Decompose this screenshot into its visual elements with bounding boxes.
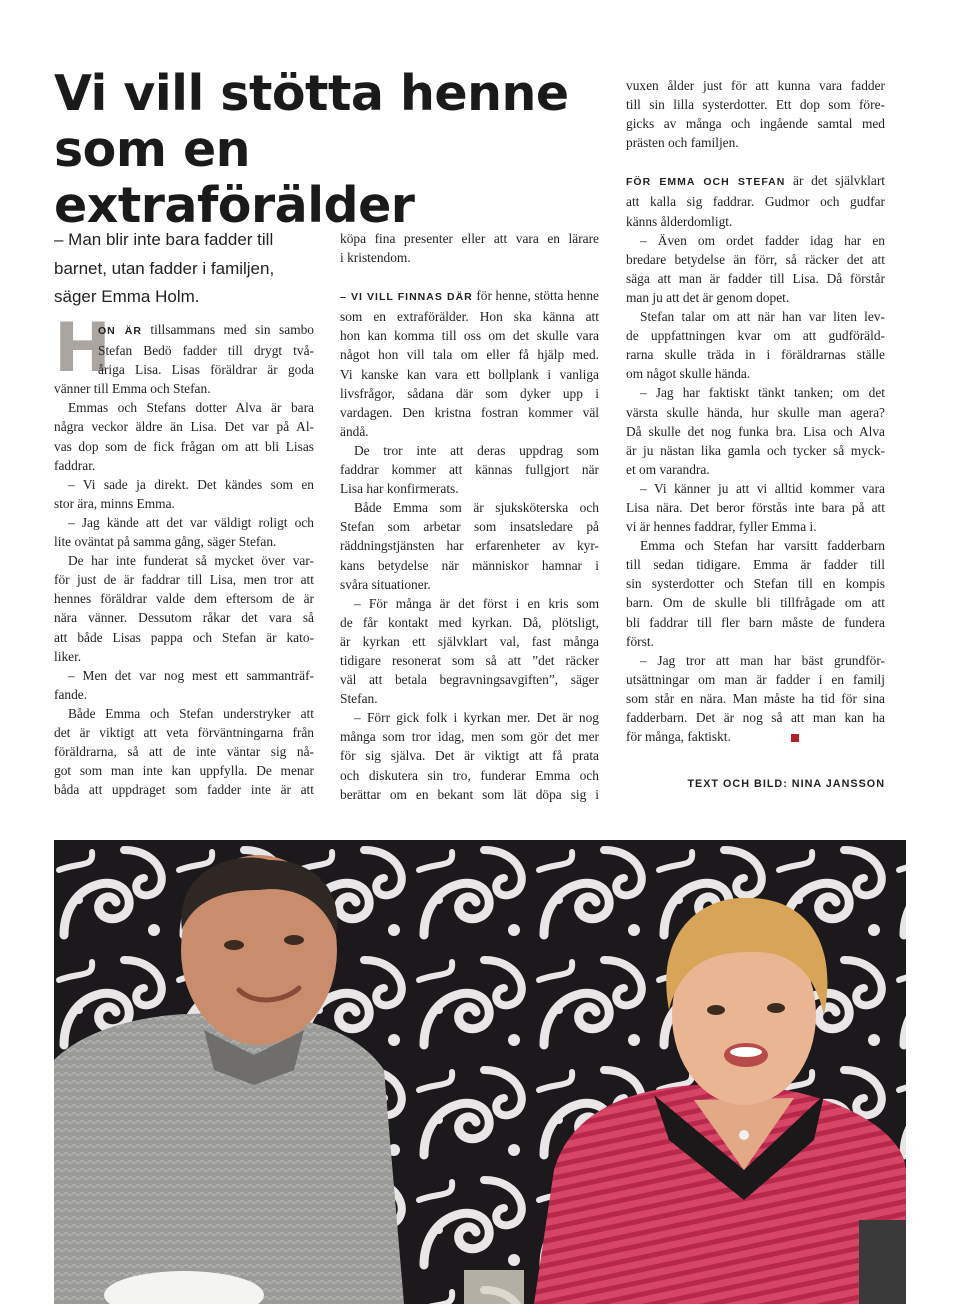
text-line: något hon vill tala om eller få hjälp med. xyxy=(340,347,599,363)
text-line: för sig själva. Det är viktigt att få prata xyxy=(340,748,599,764)
text-line: Då skulle det nog funka bra. Lisa och Alva xyxy=(626,423,885,439)
title-line-2: som en extraförälder xyxy=(54,121,415,234)
text-line: De har inte funderat så mycket över var- xyxy=(68,553,314,569)
article-title xyxy=(54,66,594,234)
text-line: Lisa nära. Det beror förstås inte bara på att xyxy=(626,499,885,515)
text-line: berättar om en bekant som lät döpa sig i xyxy=(340,786,599,802)
text-line: liker. xyxy=(54,648,82,664)
text-line: väl att betala begravningsavgiften”, säger xyxy=(340,672,599,688)
text-line: lite oväntat på samma gång, säger Stefan. xyxy=(54,534,277,550)
text-line: bli faddrar till fler barn måste de fundera xyxy=(626,614,885,630)
text-line: kans betydelse när människor hamnar i xyxy=(340,557,599,573)
text-line: till sin lilla systerdotter. Ett dop som före- xyxy=(626,97,885,113)
text-line: – Jag har faktiskt tänkt tanken; om det xyxy=(640,385,885,401)
text-line: Stefan talar om att när han var liten lev- xyxy=(640,309,885,325)
text-line: för just de är faddrar till Lisa, men tror att xyxy=(54,572,314,588)
text-line: hennes föräldrar valde dem eftersom de är xyxy=(54,591,314,607)
text-line: Både Emma och Stefan understryker att xyxy=(68,705,314,721)
text-line: ändå. xyxy=(340,423,369,439)
text-line: man ju att det är genom dopet. xyxy=(626,289,790,305)
text-line: Både Emma som är sjuksköterska och xyxy=(354,500,599,516)
text-line: vardagen. Den kristna fostran kommer väl xyxy=(340,404,599,420)
text-line: nära vänner. Dessutom råkar det vara så xyxy=(54,610,314,626)
text-line: vi är hennes faddrar, fyller Emma i. xyxy=(626,519,817,535)
text-line: Stefan som arbetar som insatsledare på xyxy=(340,519,599,535)
text-line: – För många är det först i en kris som xyxy=(354,595,599,611)
text-line: båda att uppdraget som fadder inte är att xyxy=(54,782,314,798)
text-line: att både Lisas pappa och Stefan är kato- xyxy=(54,629,314,645)
text-line: faddrar. xyxy=(54,457,96,473)
text-line: som står en nära. Man måste ha tid för sina xyxy=(626,690,885,706)
text-line: Emma och Stefan har varsitt fadderbarn xyxy=(640,538,885,554)
lead-line: säger Emma Holm. xyxy=(54,287,200,306)
text-line: – Vi sade ja direkt. Det kändes som en xyxy=(68,476,314,492)
end-mark-square xyxy=(791,734,799,742)
text-line: – Förr gick folk i kyrkan mer. Det är nog xyxy=(354,710,599,726)
text-line: prästen och familjen. xyxy=(626,135,739,151)
photo-illustration xyxy=(54,840,906,1304)
text-line: att kalla sig faddrar. Gudmor och gudfar xyxy=(626,194,885,210)
text-line: vas dop som de fick frågan om att bli Lisas xyxy=(54,438,314,454)
text-line: – Även om ordet fadder idag har en xyxy=(640,232,885,248)
text-line: De tror inte att deras uppdrag som xyxy=(354,442,599,458)
section-small-caps: – VI VILL FINNAS DÄR xyxy=(340,291,473,304)
text-line: åriga Lisa. Lisas föräldrar är goda xyxy=(98,362,314,378)
text-line: om något skulle hända. xyxy=(626,366,751,382)
text-line: först. xyxy=(626,633,654,649)
text-line: och diskutera sin tro, funderar Emma och xyxy=(340,767,599,783)
text-line: vänner till Emma och Stefan. xyxy=(54,381,211,397)
text-line: faddrar kommer att kännas fullgjort när xyxy=(340,462,599,478)
text-line: de uppfattningen kvar om att gudföräld- xyxy=(626,328,885,344)
text-column-2 xyxy=(340,229,599,804)
text-line: Lisa har konfirmerats. xyxy=(340,481,459,497)
text-line: stor ära, minns Emma. xyxy=(54,495,175,511)
text-line: känns ålderdomligt. xyxy=(626,213,733,229)
text-line: köpa fina presenter eller att vara en lärare xyxy=(340,231,599,246)
text-line: – Jag kände att det var väldigt roligt och xyxy=(68,514,314,530)
text-line: tidigare resonerat som så att ”det räcker xyxy=(340,652,599,668)
text-line: Emmas och Stefans dotter Alva är bara xyxy=(68,400,314,416)
lead-quote xyxy=(54,226,314,312)
article-photo xyxy=(54,840,906,1304)
text-line: i kristendom. xyxy=(340,250,411,266)
text-line: bredare betydelse än förr, så räcker det att xyxy=(626,251,885,267)
text-line: – VI VILL FINNAS DÄR för henne, stötta henne xyxy=(340,288,599,304)
text-line: – Jag tror att man har bäst grundför- xyxy=(640,652,885,668)
text-line: vuxen ålder just för att kunna vara fadder xyxy=(626,78,885,93)
section-small-caps: FÖR EMMA OCH STEFAN xyxy=(626,176,786,189)
text-line: FÖR EMMA OCH STEFAN är det självklart xyxy=(626,173,885,189)
byline: TEXT OCH BILD: NINA JANSSON xyxy=(687,778,885,790)
text-line: ON ÄR tillsammans med sin sambo xyxy=(98,322,314,337)
text-line: många som tror idag, men som gör det mer xyxy=(340,729,599,745)
text-line: – Men det var nog mest ett sammanträf- xyxy=(68,667,314,683)
text-column-1 xyxy=(54,309,314,799)
text-line: utsättningar om man är fadder i en familj xyxy=(626,671,885,687)
text-column-3 xyxy=(626,76,885,746)
text-line: värsta skulle hända, hur skulle man agera? xyxy=(626,404,885,420)
title-line-1: Vi vill stötta henne xyxy=(54,65,569,122)
lead-line: barnet, utan fadder i familjen, xyxy=(54,258,275,278)
text-line: fande. xyxy=(54,686,88,702)
text-line: fadderbarn. Det är nog så att man kan ha xyxy=(626,710,885,725)
text-line: Stefan Bedö fadder till drygt två- xyxy=(98,343,314,359)
intro-small-caps: ON ÄR xyxy=(98,325,142,337)
drop-cap: H xyxy=(54,309,111,388)
lead-line: – Man blir inte bara fadder till xyxy=(54,230,274,249)
text-line: gicks av många och ingående samtal med xyxy=(626,116,885,132)
text-line: sin systerdotter och Stefan till en kompis xyxy=(626,576,885,592)
text-line: – Vi känner ju att vi alltid kommer vara xyxy=(640,480,885,496)
text-line: är ju nästan lika gamla och tycker så myck- xyxy=(626,442,885,458)
text-line: hon kan komma till oss om det skulle vara xyxy=(340,328,599,344)
text-line: et om varandra. xyxy=(626,461,710,477)
text-line: svåra situationer. xyxy=(340,576,431,592)
text-line: som en extraförälder. Hon ska känna att xyxy=(340,309,599,325)
text-line: är kyrkan ett självklart val, fast många xyxy=(340,633,599,649)
text-line: got som man inte kan uppfylla. De menar xyxy=(54,763,314,779)
text-line: för många, faktiskt. xyxy=(626,727,885,746)
text-line: till sedan tidigare. Emma är fadder till xyxy=(626,557,885,573)
text-line: rarna skulle träda in i föräldrarnas ställe xyxy=(626,347,885,363)
text-line: livsfrågor, sådana där som dyker upp i xyxy=(340,385,599,401)
text-line: säga att man är fadder till Lisa. Då förstår xyxy=(626,270,885,286)
text-line: det är viktigt att veta förväntningarna från xyxy=(54,724,314,740)
text-line: några veckor äldre än Lisa. Det var på Al- xyxy=(54,419,314,435)
text-line: Vi kanske kan vara ett bollplank i vanliga xyxy=(340,366,599,382)
text-line: Stefan. xyxy=(340,691,378,707)
text-line: barn. Om de skulle bli tillfrågade om att xyxy=(626,595,885,611)
text-line: föräldrarna, så att de inte väntar sig nå- xyxy=(54,744,314,760)
text-line: räddningstjänsten har erfarenheter av kyr- xyxy=(340,538,599,554)
text-line: de får kontakt med kyrkan. Då, plötsligt, xyxy=(340,614,599,630)
